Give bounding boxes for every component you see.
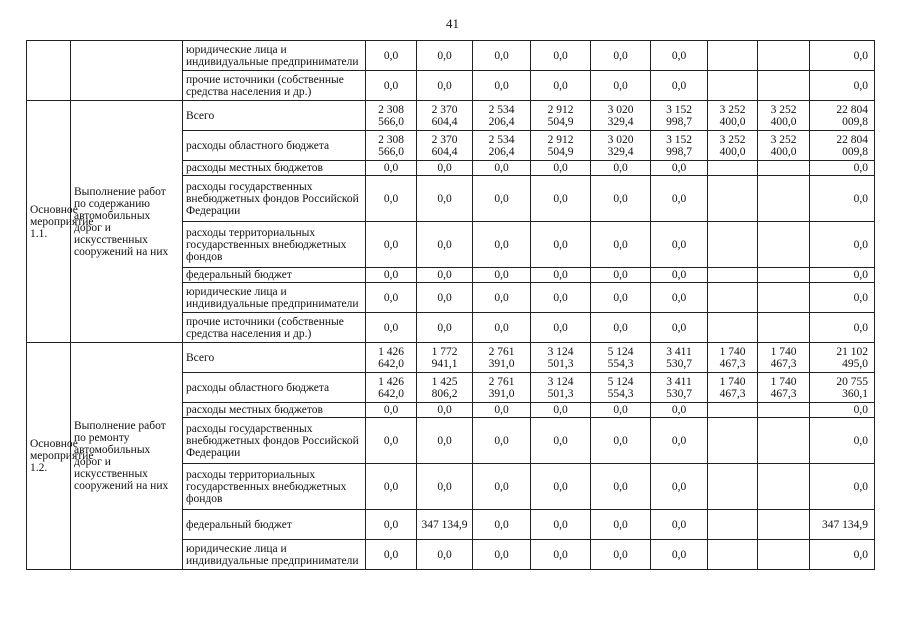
total-cell: 0,0 (810, 283, 875, 313)
value-cell: 1 740 467,3 (708, 373, 758, 403)
total-cell: 22 804 009,8 (810, 131, 875, 161)
funding-source-cell: федеральный бюджет (183, 268, 366, 283)
table-row (27, 101, 875, 131)
value-cell: 0,0 (591, 161, 651, 176)
value-cell (708, 41, 758, 71)
value-cell: 0,0 (366, 313, 417, 343)
value-cell: 347 134,9 (417, 510, 473, 540)
value-cell (708, 464, 758, 510)
value-cell: 1 426 642,0 (366, 343, 417, 373)
value-cell: 0,0 (531, 41, 591, 71)
value-cell (758, 71, 810, 101)
value-cell: 0,0 (473, 464, 531, 510)
funding-source-cell: юридические лица и индивидуальные предприниматели (183, 283, 366, 313)
value-cell (758, 403, 810, 418)
value-cell: 0,0 (651, 161, 708, 176)
total-cell: 0,0 (810, 71, 875, 101)
value-cell: 0,0 (473, 313, 531, 343)
value-cell (708, 176, 758, 222)
funding-source-cell: расходы государственных внебюджетных фондов Российской Федерации (183, 176, 366, 222)
value-cell: 0,0 (531, 464, 591, 510)
total-cell: 0,0 (810, 161, 875, 176)
value-cell: 0,0 (473, 268, 531, 283)
value-cell: 3 252 400,0 (758, 101, 810, 131)
value-cell: 0,0 (531, 71, 591, 101)
value-cell (758, 313, 810, 343)
value-cell: 0,0 (651, 313, 708, 343)
total-cell: 22 804 009,8 (810, 101, 875, 131)
value-cell: 3 152 998,7 (651, 131, 708, 161)
value-cell: 0,0 (366, 403, 417, 418)
value-cell: 1 772 941,1 (417, 343, 473, 373)
value-cell (708, 540, 758, 570)
value-cell: 0,0 (417, 222, 473, 268)
value-cell: 3 252 400,0 (758, 131, 810, 161)
value-cell: 0,0 (651, 403, 708, 418)
value-cell (708, 510, 758, 540)
funding-source-cell: юридические лица и индивидуальные предприниматели (183, 540, 366, 570)
value-cell: 0,0 (531, 313, 591, 343)
value-cell: 0,0 (417, 418, 473, 464)
value-cell: 2 534 206,4 (473, 131, 531, 161)
value-cell: 0,0 (651, 283, 708, 313)
value-cell (708, 161, 758, 176)
funding-source-cell: расходы территориальных государственных внебюджетных фондов (183, 222, 366, 268)
value-cell: 0,0 (417, 540, 473, 570)
value-cell (708, 283, 758, 313)
value-cell: 0,0 (531, 161, 591, 176)
value-cell: 0,0 (651, 268, 708, 283)
value-cell: 0,0 (366, 161, 417, 176)
value-cell: 0,0 (591, 176, 651, 222)
activity-cell: Основное мероприятие 1.1. (27, 101, 71, 343)
value-cell: 0,0 (473, 540, 531, 570)
value-cell: 0,0 (366, 510, 417, 540)
value-cell: 0,0 (366, 71, 417, 101)
value-cell: 2 912 504,9 (531, 101, 591, 131)
value-cell: 0,0 (591, 540, 651, 570)
total-cell: 0,0 (810, 464, 875, 510)
value-cell: 5 124 554,3 (591, 373, 651, 403)
value-cell: 0,0 (417, 464, 473, 510)
value-cell: 3 020 329,4 (591, 131, 651, 161)
value-cell: 0,0 (473, 510, 531, 540)
funding-source-cell: прочие источники (собственные средства населения и др.) (183, 313, 366, 343)
total-cell: 347 134,9 (810, 510, 875, 540)
value-cell: 0,0 (417, 176, 473, 222)
value-cell: 0,0 (591, 222, 651, 268)
total-cell: 0,0 (810, 540, 875, 570)
value-cell: 1 740 467,3 (758, 373, 810, 403)
total-cell: 0,0 (810, 313, 875, 343)
total-cell: 0,0 (810, 268, 875, 283)
value-cell: 0,0 (473, 41, 531, 71)
value-cell: 5 124 554,3 (591, 343, 651, 373)
value-cell (708, 403, 758, 418)
value-cell: 0,0 (473, 71, 531, 101)
value-cell: 0,0 (591, 268, 651, 283)
value-cell: 0,0 (417, 268, 473, 283)
value-cell: 0,0 (591, 41, 651, 71)
value-cell (758, 161, 810, 176)
value-cell (708, 71, 758, 101)
funding-source-cell: Всего (183, 343, 366, 373)
value-cell: 0,0 (651, 176, 708, 222)
value-cell (758, 283, 810, 313)
value-cell: 0,0 (366, 464, 417, 510)
value-cell (708, 313, 758, 343)
value-cell: 0,0 (417, 161, 473, 176)
value-cell: 1 425 806,2 (417, 373, 473, 403)
value-cell: 0,0 (417, 41, 473, 71)
value-cell: 2 308 566,0 (366, 101, 417, 131)
value-cell: 0,0 (366, 176, 417, 222)
table-row (27, 343, 875, 373)
value-cell: 2 761 391,0 (473, 343, 531, 373)
value-cell: 0,0 (473, 403, 531, 418)
value-cell: 0,0 (651, 464, 708, 510)
value-cell: 3 252 400,0 (708, 131, 758, 161)
value-cell: 2 370 604,4 (417, 101, 473, 131)
value-cell: 3 124 501,3 (531, 373, 591, 403)
work-description-cell (71, 41, 183, 101)
funding-source-cell: расходы областного бюджета (183, 131, 366, 161)
funding-source-cell: расходы государственных внебюджетных фондов Российской Федерации (183, 418, 366, 464)
total-cell: 21 102 495,0 (810, 343, 875, 373)
value-cell (708, 268, 758, 283)
work-description-cell: Выполнение работ по ремонту автомобильных дорог и искусственных сооружений на них (71, 343, 183, 570)
value-cell: 0,0 (591, 403, 651, 418)
total-cell: 20 755 360,1 (810, 373, 875, 403)
value-cell: 1 740 467,3 (708, 343, 758, 373)
value-cell (758, 510, 810, 540)
value-cell: 2 308 566,0 (366, 131, 417, 161)
work-description-cell: Выполнение работ по содержанию автомобильных дорог и искусственных сооружений на них (71, 101, 183, 343)
funding-source-cell: Всего (183, 101, 366, 131)
value-cell (758, 176, 810, 222)
value-cell: 0,0 (366, 540, 417, 570)
value-cell: 0,0 (366, 268, 417, 283)
value-cell: 0,0 (417, 313, 473, 343)
value-cell: 2 534 206,4 (473, 101, 531, 131)
value-cell: 1 740 467,3 (758, 343, 810, 373)
value-cell: 0,0 (651, 71, 708, 101)
value-cell: 0,0 (473, 161, 531, 176)
value-cell: 0,0 (473, 222, 531, 268)
value-cell (708, 418, 758, 464)
value-cell: 0,0 (591, 510, 651, 540)
budget-table-body (27, 41, 875, 570)
total-cell: 0,0 (810, 41, 875, 71)
total-cell: 0,0 (810, 418, 875, 464)
value-cell: 3 152 998,7 (651, 101, 708, 131)
value-cell: 3 411 530,7 (651, 343, 708, 373)
value-cell: 3 020 329,4 (591, 101, 651, 131)
value-cell (758, 268, 810, 283)
funding-source-cell: расходы территориальных государственных внебюджетных фондов (183, 464, 366, 510)
value-cell: 2 370 604,4 (417, 131, 473, 161)
value-cell: 0,0 (591, 283, 651, 313)
total-cell: 0,0 (810, 403, 875, 418)
value-cell: 0,0 (651, 41, 708, 71)
value-cell: 0,0 (417, 71, 473, 101)
value-cell (758, 418, 810, 464)
page-number: 41 (446, 16, 459, 31)
funding-source-cell: прочие источники (собственные средства населения и др.) (183, 71, 366, 101)
value-cell (758, 464, 810, 510)
value-cell: 0,0 (651, 540, 708, 570)
value-cell: 0,0 (366, 41, 417, 71)
value-cell: 0,0 (591, 464, 651, 510)
value-cell: 0,0 (651, 510, 708, 540)
value-cell: 2 912 504,9 (531, 131, 591, 161)
table-row (27, 41, 875, 71)
value-cell: 0,0 (531, 176, 591, 222)
value-cell: 0,0 (473, 418, 531, 464)
value-cell: 0,0 (417, 403, 473, 418)
funding-source-cell: юридические лица и индивидуальные предприниматели (183, 41, 366, 71)
value-cell: 0,0 (531, 268, 591, 283)
value-cell (758, 41, 810, 71)
value-cell (758, 222, 810, 268)
value-cell: 0,0 (651, 222, 708, 268)
value-cell: 0,0 (531, 403, 591, 418)
budget-table (26, 40, 875, 570)
value-cell: 3 411 530,7 (651, 373, 708, 403)
value-cell: 0,0 (591, 313, 651, 343)
value-cell: 0,0 (366, 283, 417, 313)
value-cell: 0,0 (417, 283, 473, 313)
value-cell: 0,0 (366, 418, 417, 464)
activity-cell: Основное мероприятие 1.2. (27, 343, 71, 570)
value-cell (758, 540, 810, 570)
value-cell: 0,0 (473, 283, 531, 313)
value-cell: 0,0 (531, 540, 591, 570)
total-cell: 0,0 (810, 176, 875, 222)
value-cell: 2 761 391,0 (473, 373, 531, 403)
value-cell (708, 222, 758, 268)
total-cell: 0,0 (810, 222, 875, 268)
funding-source-cell: расходы местных бюджетов (183, 403, 366, 418)
value-cell: 0,0 (591, 71, 651, 101)
value-cell: 1 426 642,0 (366, 373, 417, 403)
funding-source-cell: расходы областного бюджета (183, 373, 366, 403)
value-cell: 0,0 (651, 418, 708, 464)
activity-cell (27, 41, 71, 101)
value-cell: 0,0 (531, 510, 591, 540)
value-cell: 3 252 400,0 (708, 101, 758, 131)
funding-source-cell: расходы местных бюджетов (183, 161, 366, 176)
value-cell: 0,0 (591, 418, 651, 464)
value-cell: 0,0 (531, 222, 591, 268)
value-cell: 0,0 (531, 283, 591, 313)
value-cell: 0,0 (473, 176, 531, 222)
value-cell: 3 124 501,3 (531, 343, 591, 373)
value-cell: 0,0 (531, 418, 591, 464)
value-cell: 0,0 (366, 222, 417, 268)
funding-source-cell: федеральный бюджет (183, 510, 366, 540)
